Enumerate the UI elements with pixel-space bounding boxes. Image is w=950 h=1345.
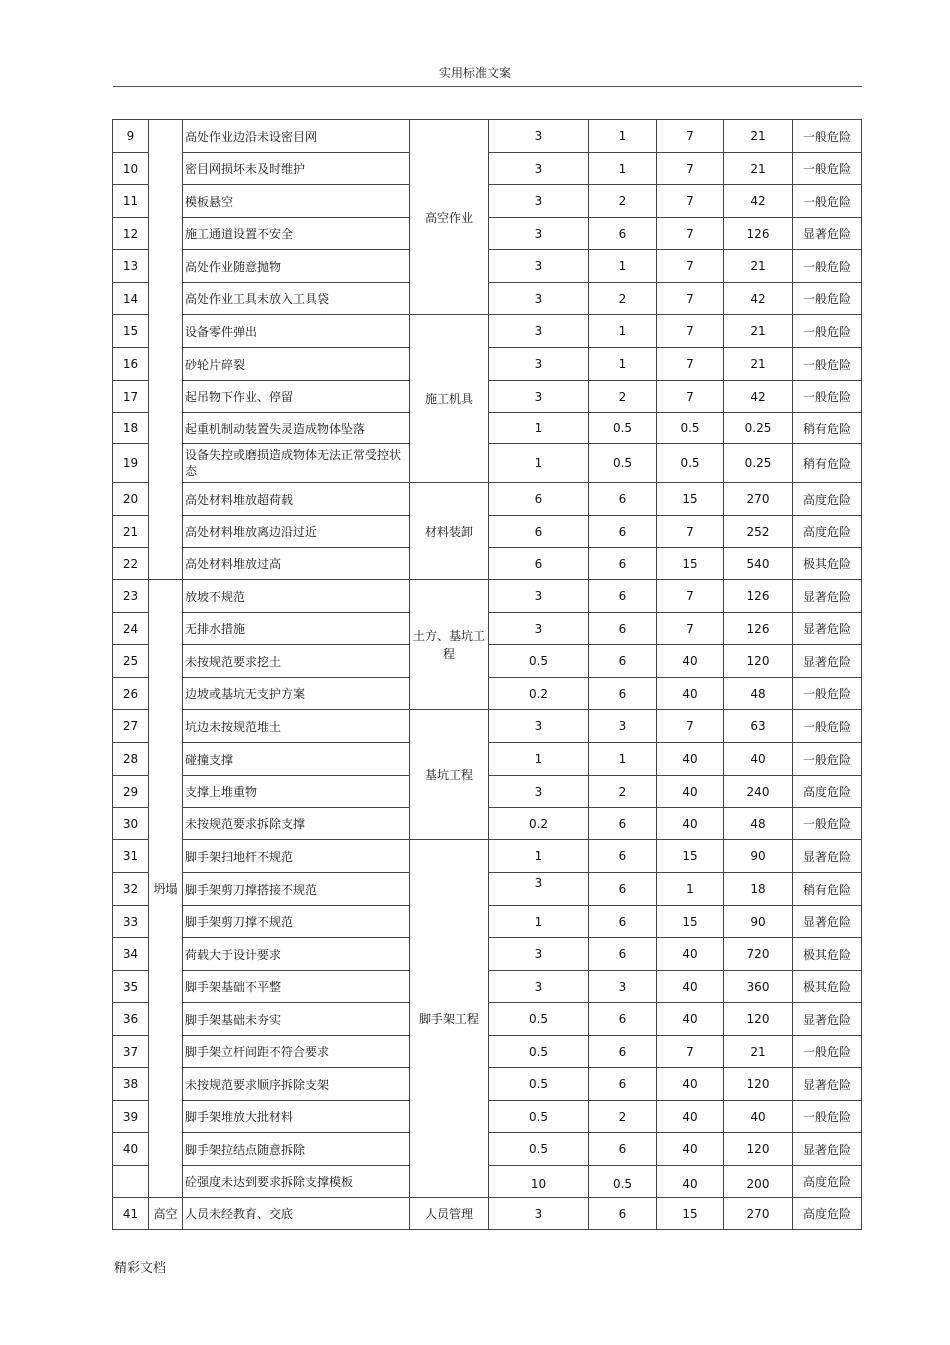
cell-no: 21 xyxy=(113,516,149,548)
cell-level: 显著危险 xyxy=(793,580,862,613)
cell-category-height: 高空 xyxy=(149,1198,183,1230)
cell-c: 40 xyxy=(657,678,724,710)
cell-e: 2 xyxy=(589,776,657,808)
cell-level: 一般危险 xyxy=(793,315,862,348)
cell-description: 砂轮片碎裂 xyxy=(183,348,410,381)
cell-d: 270 xyxy=(724,1198,793,1230)
cell-d: 42 xyxy=(724,185,793,218)
cell-l: 3 xyxy=(489,348,589,381)
cell-e xyxy=(589,1166,657,1198)
cell-description: 砼强度未达到要求拆除支撑模板 xyxy=(183,1166,410,1198)
cell-level: 极其危险 xyxy=(793,971,862,1003)
cell-level: 高度危险 xyxy=(793,1198,862,1230)
cell-c xyxy=(657,1166,724,1198)
cell-c: 40 xyxy=(657,1133,724,1166)
cell-l: 6 xyxy=(489,516,589,548)
cell-c: 40 xyxy=(657,776,724,808)
cell-c: 1 xyxy=(657,873,724,906)
cell-l: 1 xyxy=(489,906,589,938)
cell-c: 7 xyxy=(657,348,724,381)
cell-l xyxy=(489,1166,589,1198)
cell-no: 23 xyxy=(113,580,149,613)
cell-description: 高处作业随意抛物 xyxy=(183,250,410,283)
cell-l: 3 xyxy=(489,938,589,971)
cell-c: 7 xyxy=(657,283,724,315)
cell-level: 一般危险 xyxy=(793,743,862,776)
cell-no: 34 xyxy=(113,938,149,971)
cell-description: 设备零件弹出 xyxy=(183,315,410,348)
cell-l: 3 xyxy=(489,250,589,283)
cell-l: 3 xyxy=(489,710,589,743)
cell-e: 6 xyxy=(589,906,657,938)
cell-c: 40 xyxy=(657,938,724,971)
cell-e: 6 xyxy=(589,1003,657,1036)
cell-e: 3 xyxy=(589,971,657,1003)
cell-c: 7 xyxy=(657,250,724,283)
cell-l: 0.5 xyxy=(489,1003,589,1036)
cell-e: 6 xyxy=(589,938,657,971)
cell-description: 无排水措施 xyxy=(183,613,410,645)
cell-d: 540 xyxy=(724,548,793,580)
cell-no: 9 xyxy=(113,120,149,153)
cell-l-text: 10 xyxy=(530,1176,547,1191)
cell-c: 7 xyxy=(657,153,724,185)
cell-l: 0.2 xyxy=(489,808,589,840)
cell-e: 0.5 xyxy=(589,413,657,444)
cell-l: 0.5 xyxy=(489,1133,589,1166)
cell-no: 16 xyxy=(113,348,149,381)
cell-no: 32 xyxy=(113,873,149,906)
header-rule xyxy=(113,86,862,87)
cell-d: 21 xyxy=(724,1036,793,1068)
cell-e: 1 xyxy=(589,743,657,776)
cell-e: 6 xyxy=(589,1068,657,1101)
cell-no: 33 xyxy=(113,906,149,938)
cell-level: 一般危险 xyxy=(793,185,862,218)
cell-level: 显著危险 xyxy=(793,1133,862,1166)
cell-e: 6 xyxy=(589,1198,657,1230)
cell-description: 密目网损坏未及时维护 xyxy=(183,153,410,185)
cell-no: 31 xyxy=(113,840,149,873)
cell-description: 脚手架拉结点随意拆除 xyxy=(183,1133,410,1166)
cell-no: 30 xyxy=(113,808,149,840)
cell-level: 一般危险 xyxy=(793,153,862,185)
cell-e: 6 xyxy=(589,1036,657,1068)
table-row xyxy=(113,315,862,348)
cell-description: 高处作业工具未放入工具袋 xyxy=(183,283,410,315)
cell-no: 22 xyxy=(113,548,149,580)
cell-no: 25 xyxy=(113,645,149,678)
cell-c: 15 xyxy=(657,906,724,938)
cell-no: 37 xyxy=(113,1036,149,1068)
cell-c: 40 xyxy=(657,743,724,776)
cell-description: 脚手架立杆间距不符合要求 xyxy=(183,1036,410,1068)
cell-description: 施工通道设置不安全 xyxy=(183,218,410,250)
cell-d: 240 xyxy=(724,776,793,808)
table-row xyxy=(113,840,862,873)
cell-e: 3 xyxy=(589,710,657,743)
cell-e: 2 xyxy=(589,283,657,315)
cell-d: 21 xyxy=(724,153,793,185)
cell-e: 6 xyxy=(589,483,657,516)
cell-c: 7 xyxy=(657,710,724,743)
cell-level: 一般危险 xyxy=(793,348,862,381)
cell-c: 7 xyxy=(657,218,724,250)
cell-d: 63 xyxy=(724,710,793,743)
cell-no: 26 xyxy=(113,678,149,710)
cell-c: 15 xyxy=(657,548,724,580)
cell-d: 126 xyxy=(724,580,793,613)
cell-d: 120 xyxy=(724,1003,793,1036)
cell-no: 35 xyxy=(113,971,149,1003)
cell-no: 11 xyxy=(113,185,149,218)
cell-d: 40 xyxy=(724,743,793,776)
table-row xyxy=(113,710,862,743)
cell-d: 21 xyxy=(724,120,793,153)
cell-l: 3 xyxy=(489,283,589,315)
cell-description: 起吊物下作业、停留 xyxy=(183,381,410,413)
cell-level: 显著危险 xyxy=(793,613,862,645)
cell-d-text: 200 xyxy=(746,1176,770,1191)
cell-no: 28 xyxy=(113,743,149,776)
cell-d: 40 xyxy=(724,1101,793,1133)
table-row xyxy=(113,483,862,516)
cell-c: 0.5 xyxy=(657,444,724,483)
cell-level: 高度危险 xyxy=(793,516,862,548)
cell-no: 18 xyxy=(113,413,149,444)
cell-group-earthwork: 土方、基坑工程 xyxy=(410,580,489,710)
cell-c: 40 xyxy=(657,808,724,840)
cell-category-collapse: 坍塌 xyxy=(149,580,183,1198)
cell-level: 一般危险 xyxy=(793,120,862,153)
cell-level: 显著危险 xyxy=(793,906,862,938)
cell-description: 高处材料堆放过高 xyxy=(183,548,410,580)
cell-e: 6 xyxy=(589,678,657,710)
cell-c: 7 xyxy=(657,580,724,613)
cell-description: 高处作业边沿未设密目网 xyxy=(183,120,410,153)
cell-l: 3 xyxy=(489,971,589,1003)
cell-d: 252 xyxy=(724,516,793,548)
cell-e: 6 xyxy=(589,218,657,250)
cell-l: 3 xyxy=(489,381,589,413)
cell-level: 一般危险 xyxy=(793,808,862,840)
cell-description: 高处材料堆放离边沿过近 xyxy=(183,516,410,548)
cell-no xyxy=(113,1166,149,1198)
cell-l: 3 xyxy=(489,613,589,645)
cell-no: 12 xyxy=(113,218,149,250)
cell-e: 6 xyxy=(589,516,657,548)
cell-no: 13 xyxy=(113,250,149,283)
cell-level: 显著危险 xyxy=(793,645,862,678)
cell-l: 0.5 xyxy=(489,1068,589,1101)
cell-no: 40 xyxy=(113,1133,149,1166)
cell-description: 模板悬空 xyxy=(183,185,410,218)
cell-l: 3 xyxy=(489,776,589,808)
cell-e: 6 xyxy=(589,548,657,580)
cell-d: 270 xyxy=(724,483,793,516)
cell-c: 7 xyxy=(657,185,724,218)
cell-l: 3 xyxy=(489,315,589,348)
cell-e-text: 0.5 xyxy=(612,1176,633,1191)
cell-no: 17 xyxy=(113,381,149,413)
cell-l: 3 xyxy=(489,218,589,250)
cell-l: 0.5 xyxy=(489,1101,589,1133)
cell-d: 21 xyxy=(724,348,793,381)
cell-no: 27 xyxy=(113,710,149,743)
cell-d: 42 xyxy=(724,283,793,315)
cell-category-upper xyxy=(149,120,183,580)
table-body xyxy=(113,120,862,1230)
cell-e: 2 xyxy=(589,381,657,413)
cell-no: 36 xyxy=(113,1003,149,1036)
cell-c: 15 xyxy=(657,483,724,516)
cell-l: 3 xyxy=(489,580,589,613)
cell-e: 1 xyxy=(589,315,657,348)
cell-d: 120 xyxy=(724,1133,793,1166)
cell-level: 稍有危险 xyxy=(793,413,862,444)
cell-e: 6 xyxy=(589,645,657,678)
cell-no: 41 xyxy=(113,1198,149,1230)
cell-l xyxy=(489,873,589,906)
cell-description: 脚手架基础未夯实 xyxy=(183,1003,410,1036)
cell-c: 40 xyxy=(657,1068,724,1101)
cell-d: 0.25 xyxy=(724,444,793,483)
cell-d: 21 xyxy=(724,315,793,348)
cell-description: 碰撞支撑 xyxy=(183,743,410,776)
cell-l: 1 xyxy=(489,444,589,483)
cell-d: 360 xyxy=(724,971,793,1003)
cell-c: 15 xyxy=(657,1198,724,1230)
cell-level: 极其危险 xyxy=(793,938,862,971)
cell-no: 19 xyxy=(113,444,149,483)
cell-d: 90 xyxy=(724,906,793,938)
cell-l-text: 3 xyxy=(534,876,543,890)
cell-level: 高度危险 xyxy=(793,776,862,808)
cell-no: 24 xyxy=(113,613,149,645)
cell-no: 14 xyxy=(113,283,149,315)
cell-description: 边坡或基坑无支护方案 xyxy=(183,678,410,710)
cell-group-foundation-pit: 基坑工程 xyxy=(410,710,489,840)
cell-c: 40 xyxy=(657,645,724,678)
cell-d: 120 xyxy=(724,645,793,678)
cell-group-high-work: 高空作业 xyxy=(410,120,489,315)
cell-description: 坑边未按规范堆土 xyxy=(183,710,410,743)
cell-description: 放坡不规范 xyxy=(183,580,410,613)
cell-e: 6 xyxy=(589,580,657,613)
cell-description: 人员未经教育、交底 xyxy=(183,1198,410,1230)
cell-l: 3 xyxy=(489,120,589,153)
cell-c: 7 xyxy=(657,120,724,153)
cell-group-personnel: 人员管理 xyxy=(410,1198,489,1230)
cell-d: 21 xyxy=(724,250,793,283)
cell-level: 稍有危险 xyxy=(793,444,862,483)
table-row xyxy=(113,1198,862,1230)
cell-l: 1 xyxy=(489,743,589,776)
cell-no: 15 xyxy=(113,315,149,348)
cell-d: 48 xyxy=(724,678,793,710)
cell-d: 0.25 xyxy=(724,413,793,444)
risk-assessment-table xyxy=(112,119,862,1230)
cell-group-scaffold: 脚手架工程 xyxy=(410,840,489,1198)
cell-e: 2 xyxy=(589,185,657,218)
cell-d: 720 xyxy=(724,938,793,971)
cell-description: 起重机制动装置失灵造成物体坠落 xyxy=(183,413,410,444)
cell-e: 0.5 xyxy=(589,444,657,483)
cell-d: 120 xyxy=(724,1068,793,1101)
cell-description: 脚手架扫地杆不规范 xyxy=(183,840,410,873)
cell-c: 7 xyxy=(657,315,724,348)
cell-e: 2 xyxy=(589,1101,657,1133)
cell-level: 一般危险 xyxy=(793,250,862,283)
cell-no: 39 xyxy=(113,1101,149,1133)
cell-d: 42 xyxy=(724,381,793,413)
cell-d: 48 xyxy=(724,808,793,840)
cell-d: 90 xyxy=(724,840,793,873)
cell-level: 显著危险 xyxy=(793,1068,862,1101)
cell-l: 0.5 xyxy=(489,645,589,678)
cell-description: 未按规范要求挖土 xyxy=(183,645,410,678)
cell-e: 1 xyxy=(589,153,657,185)
cell-level: 一般危险 xyxy=(793,678,862,710)
cell-d: 18 xyxy=(724,873,793,906)
cell-e: 6 xyxy=(589,808,657,840)
cell-l: 1 xyxy=(489,840,589,873)
cell-no: 10 xyxy=(113,153,149,185)
cell-c: 7 xyxy=(657,381,724,413)
cell-c: 7 xyxy=(657,1036,724,1068)
cell-description: 脚手架剪刀撑搭接不规范 xyxy=(183,873,410,906)
cell-level: 一般危险 xyxy=(793,710,862,743)
cell-description: 未按规范要求拆除支撑 xyxy=(183,808,410,840)
cell-c: 0.5 xyxy=(657,413,724,444)
cell-d xyxy=(724,1166,793,1198)
cell-description: 脚手架剪刀撑不规范 xyxy=(183,906,410,938)
cell-l: 3 xyxy=(489,1198,589,1230)
cell-e: 6 xyxy=(589,840,657,873)
cell-e: 6 xyxy=(589,873,657,906)
cell-description: 设备失控或磨损造成物体无法正常受控状态 xyxy=(183,444,410,483)
cell-description: 支撑上堆重物 xyxy=(183,776,410,808)
cell-e: 6 xyxy=(589,1133,657,1166)
cell-level: 显著危险 xyxy=(793,840,862,873)
table-row xyxy=(113,120,862,153)
cell-level: 一般危险 xyxy=(793,1036,862,1068)
cell-level: 高度危险 xyxy=(793,483,862,516)
cell-l: 0.5 xyxy=(489,1036,589,1068)
cell-e: 1 xyxy=(589,120,657,153)
cell-c: 7 xyxy=(657,613,724,645)
cell-d: 126 xyxy=(724,218,793,250)
cell-e: 1 xyxy=(589,348,657,381)
cell-no: 29 xyxy=(113,776,149,808)
cell-level: 一般危险 xyxy=(793,381,862,413)
cell-l: 6 xyxy=(489,483,589,516)
cell-level: 一般危险 xyxy=(793,283,862,315)
cell-description: 荷载大于设计要求 xyxy=(183,938,410,971)
cell-c: 15 xyxy=(657,840,724,873)
cell-c: 40 xyxy=(657,1101,724,1133)
table-row xyxy=(113,580,862,613)
cell-l: 1 xyxy=(489,413,589,444)
cell-no: 20 xyxy=(113,483,149,516)
cell-l: 0.2 xyxy=(489,678,589,710)
cell-l: 3 xyxy=(489,153,589,185)
cell-d: 126 xyxy=(724,613,793,645)
cell-group-machinery: 施工机具 xyxy=(410,315,489,483)
cell-description: 脚手架堆放大批材料 xyxy=(183,1101,410,1133)
cell-c: 40 xyxy=(657,1003,724,1036)
cell-description: 脚手架基础不平整 xyxy=(183,971,410,1003)
cell-e: 1 xyxy=(589,250,657,283)
cell-l: 3 xyxy=(489,185,589,218)
cell-level: 稍有危险 xyxy=(793,873,862,906)
cell-c-text: 40 xyxy=(682,1176,698,1191)
cell-group-materials: 材料装卸 xyxy=(410,483,489,580)
cell-level: 显著危险 xyxy=(793,218,862,250)
cell-l: 6 xyxy=(489,548,589,580)
page-footer-text: 精彩文档 xyxy=(114,1261,167,1276)
cell-description: 高处材料堆放超荷载 xyxy=(183,483,410,516)
cell-level: 极其危险 xyxy=(793,548,862,580)
page-header-title: 实用标准文案 xyxy=(438,66,511,80)
cell-no: 38 xyxy=(113,1068,149,1101)
cell-level: 高度危险 xyxy=(793,1166,862,1198)
cell-c: 7 xyxy=(657,516,724,548)
cell-description: 未按规范要求顺序拆除支架 xyxy=(183,1068,410,1101)
cell-c: 40 xyxy=(657,971,724,1003)
cell-e: 6 xyxy=(589,613,657,645)
cell-level: 显著危险 xyxy=(793,1003,862,1036)
cell-level: 一般危险 xyxy=(793,1101,862,1133)
